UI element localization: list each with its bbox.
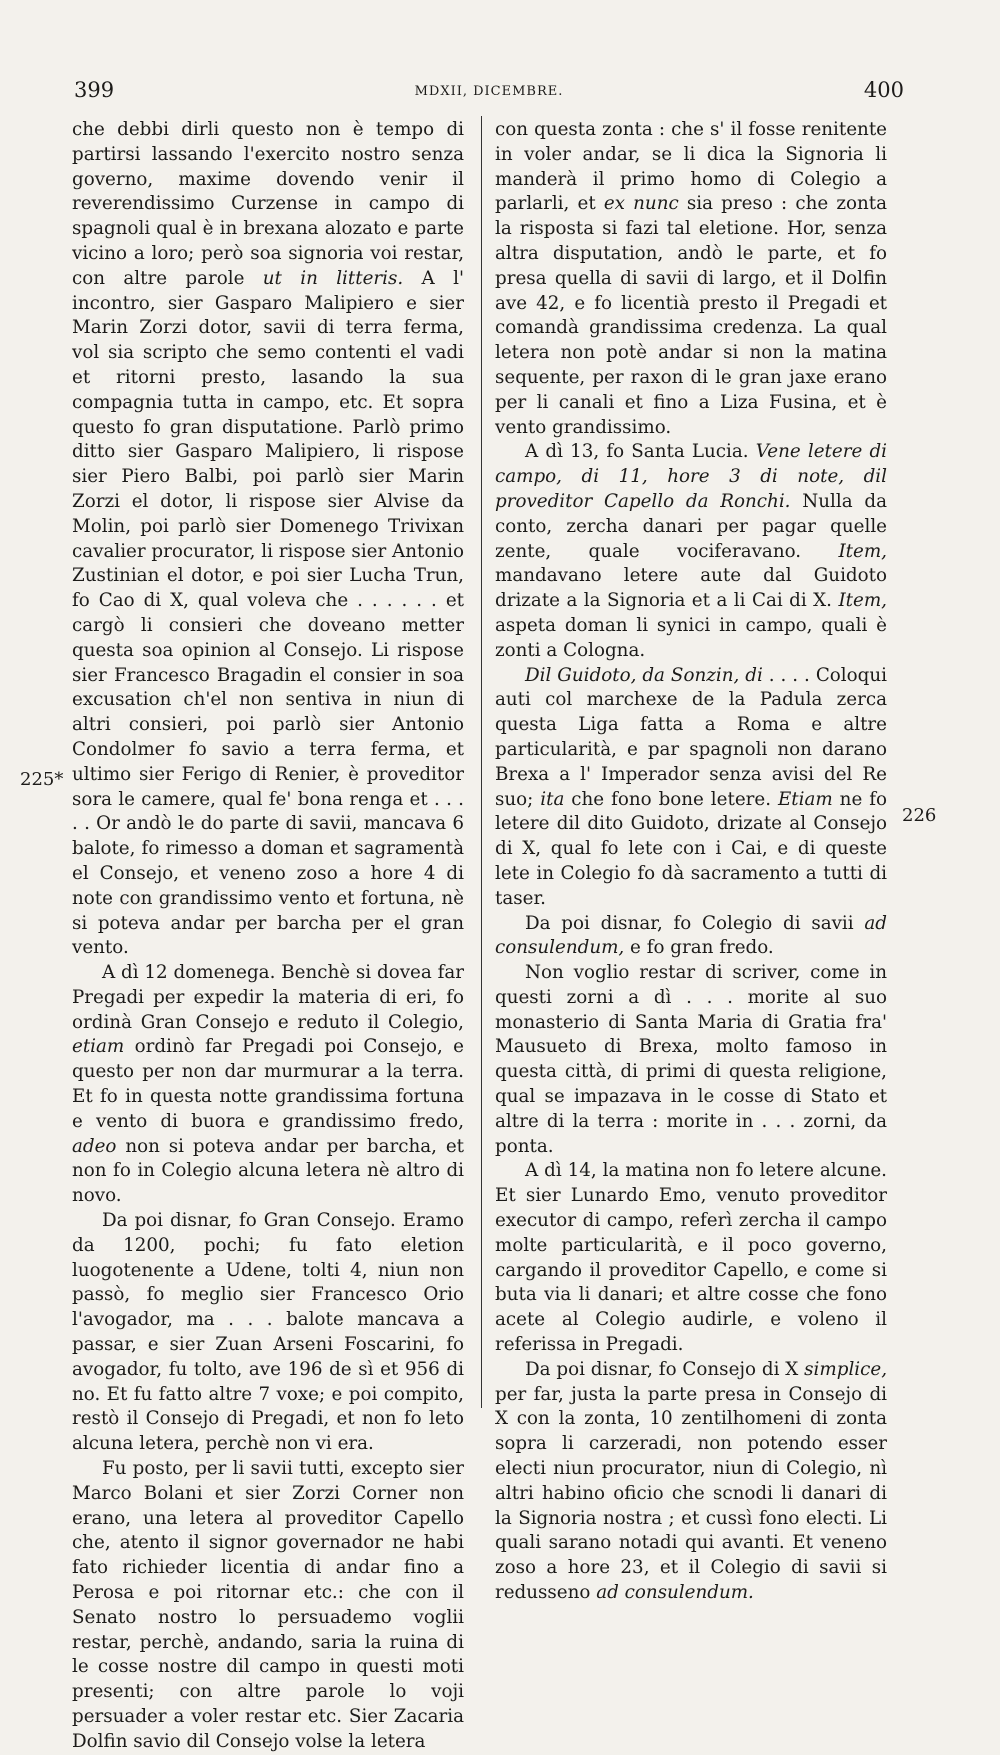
left-column xyxy=(72,118,464,1755)
running-title: MDXII, DICEMBRE. xyxy=(414,84,564,99)
margin-note-right: 226 xyxy=(902,805,937,826)
paragraph: Dil Guidoto, da Sonzin, di . . . . Coloqui auti col marchexe de la Padula zerca questa Liga fatta a Roma e altre particularità, e par spagnoli non darano Brexa a l' Imperador senza avisi del Re suo; ita che fono bone letere. Etiam ne fo letere dil dito Guidoto, drizate al Consejo di X, qual fo lete con i Cai, e di queste lete in Colegio fo dà sacramento a tutti di taser. xyxy=(495,664,887,909)
paragraph: A dì 14, la matina non fo letere alcune. Et sier Lunardo Emo, venuto proveditor executor di campo, referì zercha il campo molte particularità, e il poco governo, cargando il proveditor Capello, e come si buta via li danari; et altre cosse che fono acete al Colegio audirle, e voleno il referissa in Pregadi. xyxy=(495,1160,887,1356)
page-number-right: 400 xyxy=(863,78,904,102)
paragraph: che debbi dirli questo non è tempo di partirsi lassando l'exercito nostro senza governo, maxime dovendo venir il reverendissimo Curzense in campo di spagnoli qual è in brexana alozato e parte vicino a loro; però soa signoria voi restar, con altre parole ut in litteris. A l' incontro, sier Gasparo Malipiero e sier Marin Zorzi dotor, savii di terra ferma, vol sia scripto che semo contenti el vadi et ritorni presto, lasando la sua compagnia tutta in campo, etc. Et sopra questo fo gran disputatione. Parlò primo ditto sier Gasparo Malipiero, li rispose sier Piero Balbi, poi parlò sier Marin Zorzi el dotor, li rispose sier Alvise da Molin, poi parlò sier Domenego Trivixan cavalier procurator, li rispose sier Antonio Zustinian el dotor, e poi sier Lucha Trun, fo Cao di X, qual voleva che . . . . . . et cargò li consieri che doveano metter questa soa opinion al Consejo. Li rispose sier Francesco Bragadin el consier in soa excusation ch'el non sentiva in niun di altri consieri, poi parlò sier Antonio Condolmer fo savio a terra ferma, et ultimo sier Ferigo di Renier, è proveditor sora le camere, qual fe' bona renga et . . . . . Or andò le do parte di savii, mancava 6 balote, fo rimesso a doman et sagramentà el Consejo, et veneno zoso a hore 4 di note con grandissimo vento et fortuna, nè si poteva andar per barcha per el gran vento. xyxy=(72,119,464,959)
paragraph: A dì 13, fo Santa Lucia. Vene letere di campo, di 11, hore 3 di note, dil proveditor Capello da Ronchi. Nulla da conto, zercha danari per pagar quelle zente, quale vociferavano. Item, mandavano letere aute dal Guidoto drizate a la Signoria et a li Cai di X. Item, aspeta doman li synici in campo, quali è zonti a Cologna. xyxy=(495,441,887,661)
column-divider xyxy=(481,116,482,1408)
margin-note-left: 225* xyxy=(20,769,64,790)
paragraph: A dì 12 domenega. Benchè si dovea far Pregadi per expedir la materia di eri, fo ordinà Gran Consejo e reduto il Colegio, etiam ordinò far Pregadi poi Consejo, e questo per non dar murmurar a la terra. Et fo in questa notte grandissima fortuna e vento di buora e grandissimo fredo, adeo non si poteva andar per barcha, et non fo in Colegio alcuna letera nè altro di novo. xyxy=(72,962,464,1207)
paragraph: Da poi disnar, fo Colegio di savii ad consulendum, e fo gran fredo. xyxy=(495,912,887,959)
paragraph: Non voglio restar di scriver, come in questi zorni a dì . . . morite al suo monasterio di Santa Maria di Gratia fra' Mausueto di Brexa, molto famoso in questa città, di primi di questa religione, qual se impazava in le cosse di Stato et altre di la terra : morite in . . . zorni, da ponta. xyxy=(495,962,887,1157)
page-number-left: 399 xyxy=(74,78,115,102)
paragraph: Da poi disnar, fo Gran Consejo. Eramo da 1200, pochi; fu fato eletion luogotenente a Udene, tolti 4, niun non passò, fo meglio sier Francesco Orio l'avogador, ma . . . balote mancava a passar, e sier Zuan Arseni Foscarini, fo avogador, fu tolto, ave 196 de sì et 956 di no. Et fu fatto altre 7 voxe; e poi compito, restò il Consejo di Pregadi, et non fo leto alcuna letera, perchè non vi era. xyxy=(72,1210,464,1455)
page-header xyxy=(74,78,904,108)
paragraph: Da poi disnar, fo Consejo di X simplice, per far, justa la parte presa in Consejo di X con la zonta, 10 zentilhomeni di zonta sopra li carzeradi, non potendo esser electi niun procurator, niun di Colegio, nì altri habino oficio che scnodi li danari di la Signoria nostra ; et cussì fono electi. Li quali sarano notadi qui avanti. Et veneno zoso a hore 23, et il Colegio di savii si redusseno ad consulendum. xyxy=(495,1358,887,1604)
paragraph: con questa zonta : che s' il fosse renitente in voler andar, se li dica la Signoria li manderà il primo homo di Colegio a parlarli, et ex nunc sia preso : che zonta la risposta si fazi tal eletione. Hor, senza altra disputation, andò le parte, et fo presa quella di savii di largo, et il Dolfin ave 42, e fo licentià presto il Pregadi et comandà grandissima credenza. La qual letera non potè andar si non la matina sequente, per raxon di le gran jaxe erano per li canali et fino a Liza Fusina, et è vento grandissimo. xyxy=(495,119,887,438)
right-column xyxy=(495,118,887,1606)
paragraph: Fu posto, per li savii tutti, excepto sier Marco Bolani et sier Zorzi Corner non erano, una letera al proveditor Capello che, atento il signor governador ne habi fato richieder licentia di andar fino a Perosa e poi ritornar etc.: che con il Senato nostro lo persuademo voglii restar, perchè, andando, saria la ruina di le cosse nostre dil campo in questi moti presenti; con altre parole lo voji persuader a voler restar etc. Sier Zacaria Dolfin savio dil Consejo volse la letera xyxy=(72,1458,464,1752)
